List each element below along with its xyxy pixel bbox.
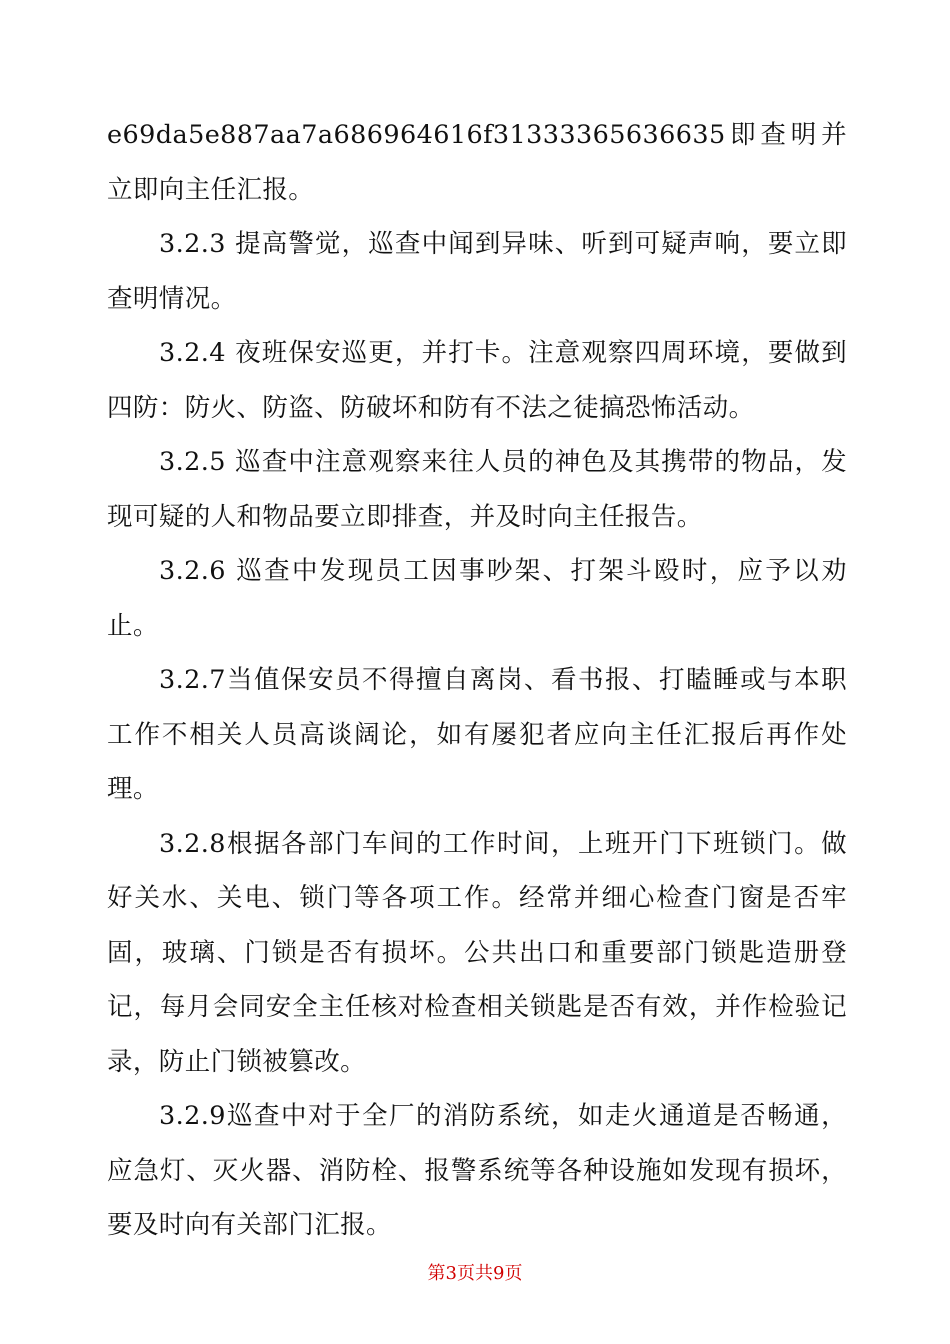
paragraph-3-2-6: 3.2.6 巡查中发现员工因事吵架、打架斗殴时，应予以劝止。: [107, 556, 847, 641]
paragraph-3-2-8: 3.2.8根据各部门车间的工作时间，上班开门下班锁门。做好关水、关电、锁门等各项工作。经常并细心检查门窗是否牢固，玻璃、门锁是否有损坏。公共出口和重要部门锁匙造册登记，每月会同安全主任核对检查相关锁匙是否有效，并作检验记录，防止门锁被篡改。: [107, 828, 847, 1077]
paragraph-3-2-4: 3.2.4 夜班保安巡更，并打卡。注意观察四周环境，要做到四防：防火、防盗、防破坏和防有不法之徒搞恐怖活动。: [107, 338, 847, 423]
page-footer: [0, 1262, 950, 1286]
paragraph-3-2-5: 3.2.5 巡查中注意观察来往人员的神色及其携带的物品，发现可疑的人和物品要立即排查，并及时向主任报告。: [107, 447, 847, 532]
paragraph-continuation: e69da5e887aa7a686964616f31333365636635即查明并立即向主任汇报。: [107, 120, 847, 205]
page-number-label: 第3页共9页: [427, 1263, 523, 1284]
paragraph-3-2-3: 3.2.3 提高警觉，巡查中闻到异味、听到可疑声响，要立即查明情况。: [107, 229, 847, 314]
paragraph-3-2-9: 3.2.9巡查中对于全厂的消防系统，如走火通道是否畅通，应急灯、灭火器、消防栓、报警系统等各种设施如发现有损坏，要及时向有关部门汇报。: [107, 1101, 847, 1240]
paragraph-3-2-7: 3.2.7当值保安员不得擅自离岗、看书报、打瞌睡或与本职工作不相关人员高谈阔论，如有屡犯者应向主任汇报后再作处理。: [107, 665, 847, 804]
document-body: [107, 108, 847, 1253]
